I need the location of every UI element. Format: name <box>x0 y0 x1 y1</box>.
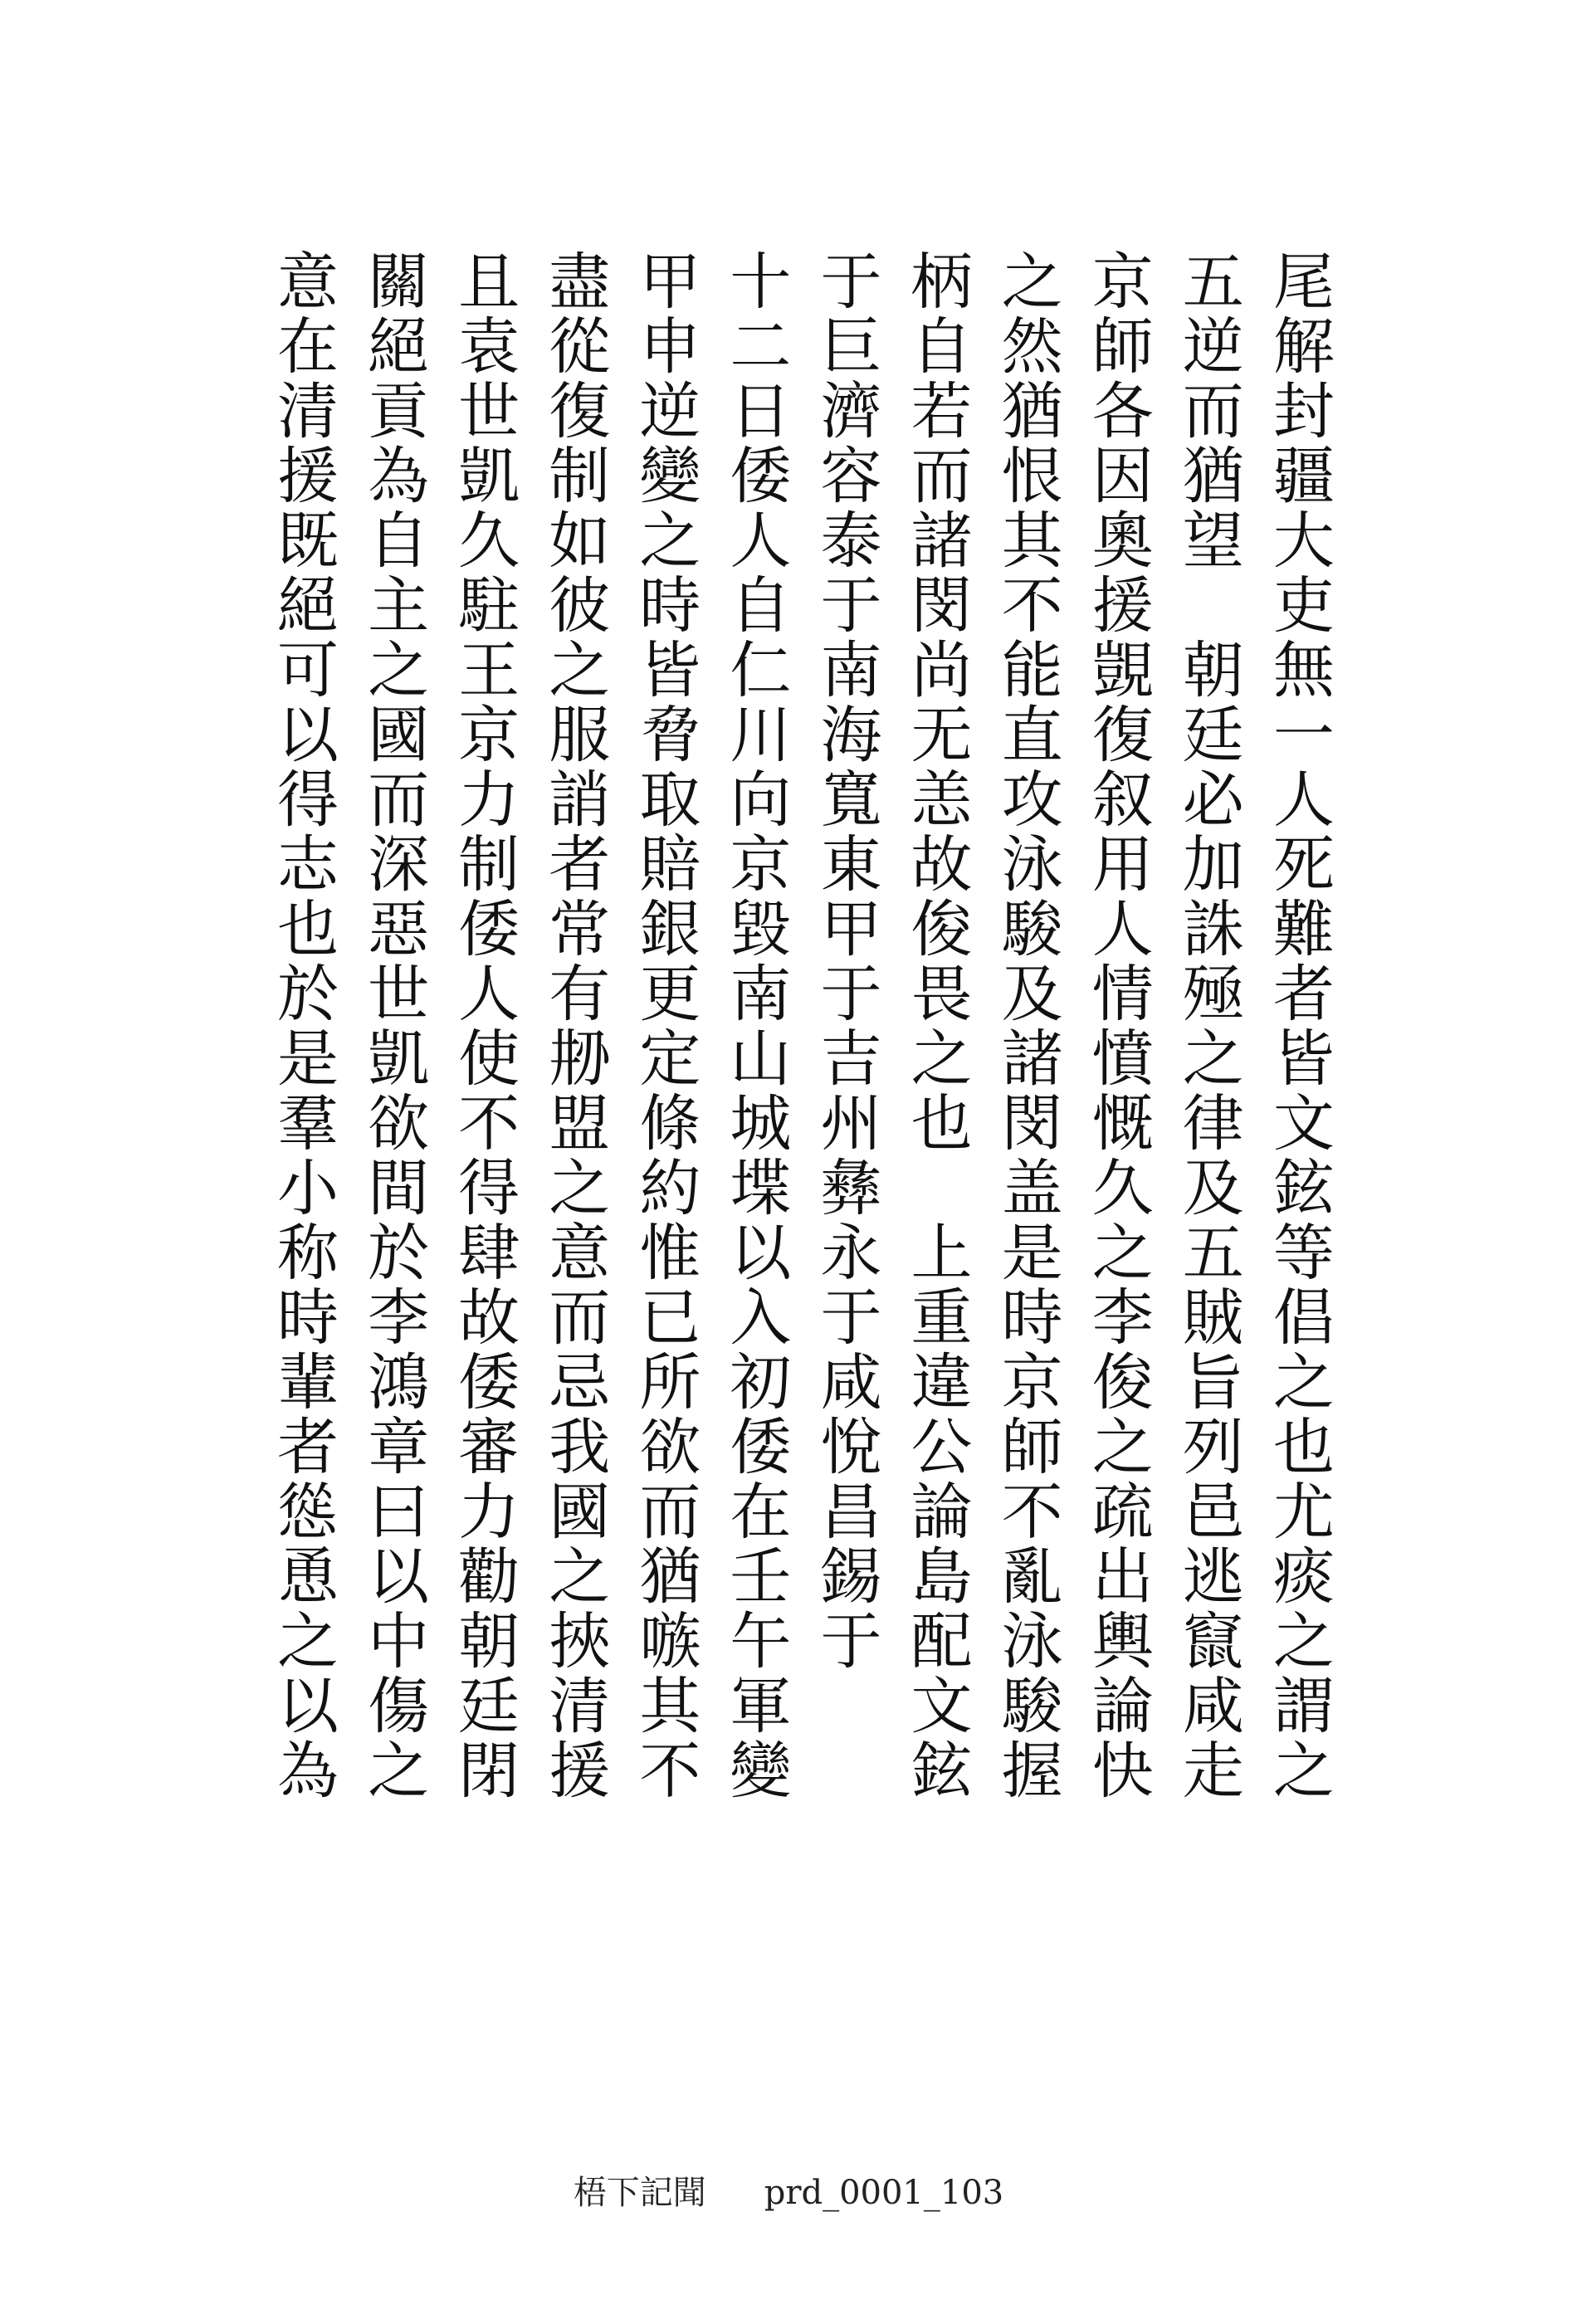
text-column-7: 十二日倭人自仁川向京毀南山城堞以入初倭在壬午軍變 <box>720 249 792 1803</box>
text-column-8: 甲申逆變之時皆脅取賠銀更定條約惟已所欲而猶嗾其不 <box>629 249 701 1803</box>
text-column-9: 盡從復制如彼之服誚者常有刱盟之意而忌我國之挾清援 <box>539 249 611 1803</box>
vertical-text-block <box>261 249 1340 1859</box>
text-column-2: 五逆而猶望 朝廷必加誅殛之律及五賊旨列邑逃竄咸走 <box>1172 249 1244 1803</box>
text-column-6: 于巨濟容泰于南海寬東甲于吉州彝永于咸悅昌錫于 <box>810 249 882 1673</box>
text-column-11: 關絕貢為自主之國而深惡世凱欲間於李鴻章曰以中傷之 <box>358 249 430 1803</box>
page-footer <box>0 2166 1577 2214</box>
text-column-4: 之然猶恨其不能直攻泳駿及諸閔盖是時京師不亂泳駿握 <box>991 249 1063 1803</box>
text-column-10: 且袁世凱久駐王京力制倭人使不得肆故倭審力勸朝廷閉 <box>448 249 520 1803</box>
text-column-1: 尾解封疆大吏無一人死難者皆文鉉等倡之也尤痰之謂之 <box>1262 249 1335 1803</box>
text-column-12: 意在清援既絕可以得志也於是羣小称時輩者慫恿之以為 <box>267 249 339 1803</box>
text-column-5: 柄自若而諸閔尚无恙故俊畏之也 上重違公論島配文鉉 <box>901 249 973 1803</box>
text-column-3: 京師各因奧援覬復叙用人情憤慨久之李俊之疏出輿論快 <box>1081 249 1154 1803</box>
book-title: 梧下記聞 <box>573 2174 706 2212</box>
page-identifier: prd_0001_103 <box>764 2174 1004 2212</box>
